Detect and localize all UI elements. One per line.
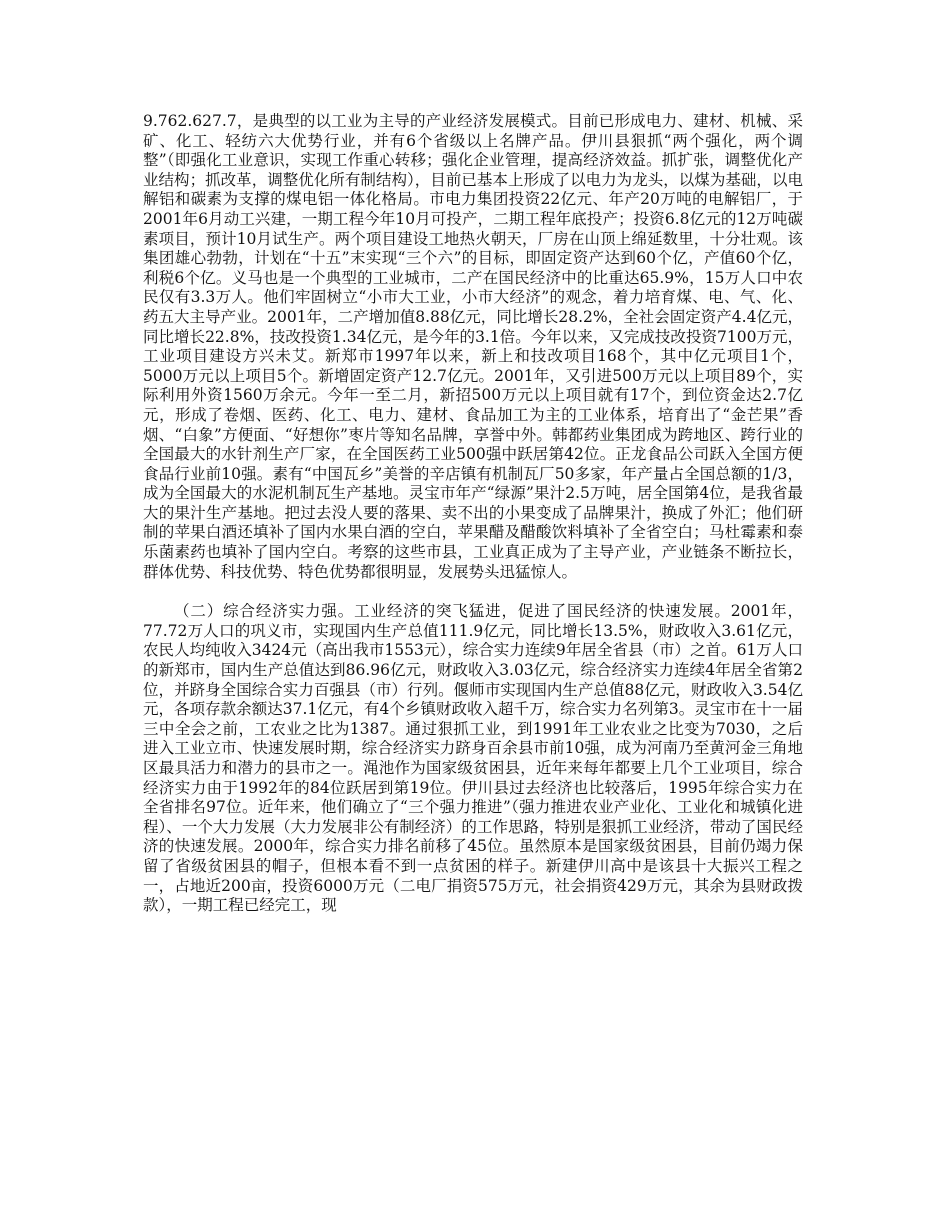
body-paragraph: 9.762.627.7，是典型的以工业为主导的产业经济发展模式。目前已形成电力、建材、机械、采矿、化工、轻纺六大优势行业，并有6个省级以上名牌产品。伊川县狠抓“两个强化，两个调整”（即强化工业意识，实现工作重心转移；强化企业管理，提高经济效益。抓扩张，调整优化产业结构；抓改革，调整优化所有制结构），目前已基本上形成了以电力为龙头，以煤为基础，以电解铝和碳素为支撑的煤电铝一体化格局。市电力集团投资22亿元、年产20万吨的电解铝厂，于2001年6月动工兴建，一期工程今年10月可投产，二期工程年底投产；投资6.8亿元的12万吨碳素项目，预计10月试生产。两个项目建设工地热火朝天，厂房在山顶上绵延数里，十分壮观。该集团雄心勃勃，计划在“十五”末实现“三个六”的目标，即固定资产达到60个亿，产值60个亿，利税6个亿。义马也是一个典型的工业城市，二产在国民经济中的比重达65.9%，15万人口中农民仅有3.3万人。他们牢固树立“小市大工业，小市大经济”的观念，着力培育煤、电、气、化、药五大主导产业。2001年，二产增加值8.88亿元，同比增长28.2%，全社会固定资产4.4亿元，同比增长22.8%，技改投资1.34亿元，是今年的3.1倍。今年以来，又完成技改投资7100万元，工业项目建设方兴未艾。新郑市1997年以来，新上和技改项目168个，其中亿元项目1个，5000万元以上项目5个。新增固定资产12.7亿元。2001年，又引进500万元以上项目89个，实际利用外资1560万余元。今年一至二月，新招500万元以上项目就有17个，到位资金达2.7亿元，形成了卷烟、医药、化工、电力、建材、食品加工为主的工业体系，培育出了“金芒果”香烟、“白象”方便面、“好想你”枣片等知名品牌，享誉中外。韩都药业集团成为跨地区、跨行业的全国最大的水针剂生产厂家，在全国医药工业500强中跃居第42位。正龙食品公司跃入全国方便食品行业前10强。素有“中国瓦乡”美誉的辛店镇有机制瓦厂50多家，年产量占全国总额的1/3，成为全国最大的水泥机制瓦生产基地。灵宝市年产“绿源”果汁2.5万吨，居全国第4位，是我省最大的果汁生产基地。把过去没人要的落果、卖不出的小果变成了品牌果汁，换成了外汇；他们研制的苹果白酒还填补了国内水果白酒的空白，苹果醋及醋酸饮料填补了全省空白；马杜霉素和泰乐菌素药也填补了国内空白。考察的这些市县，工业真正成为了主导产业，产业链条不断拉长，群体优势、科技优势、特色优势都很明显，发展势头迅猛惊人。	[143, 112, 803, 581]
body-paragraph: （二）综合经济实力强。工业经济的突飞猛进，促进了国民经济的快速发展。2001年，77.72万人口的巩义市，实现国内生产总值111.9亿元，同比增长13.5%，财政收入3.61亿元，农民人均纯收入3424元（高出我市1553元），综合实力连续9年居全省县（市）之首。61万人口的新郑市，国内生产总值达到86.96亿元，财政收入3.03亿元，综合经济实力连续4年居全省第2位，并跻身全国综合实力百强县（市）行列。偃师市实现国内生产总值88亿元，财政收入3.54亿元，各项存款余额达37.1亿元，有4个乡镇财政收入超千万，综合实力名列第3。灵宝市在十一届三中全会之前，工农业之比为1387。通过狠抓工业，到1991年工业农业之比变为7030，之后进入工业立市、快速发展时期，综合经济实力跻身百余县市前10强，成为河南乃至黄河金三角地区最具活力和潜力的县市之一。渑池作为国家级贫困县，近年来每年都要上几个工业项目，综合经济实力由于1992年的84位跃居到第19位。伊川县过去经济也比较落后，1995年综合实力在全省排名97位。近年来，他们确立了“三个强力推进”（强力推进农业产业化、工业化和城镇化进程）、一个大力发展（大力发展非公有制经济）的工作思路，特别是狠抓工业经济，带动了国民经济的快速发展。2000年，综合实力排名前移了45位。虽然原本是国家级贫困县，目前仍竭力保留了省级贫困县的帽子，但根本看不到一点贫困的样子。新建伊川高中是该县十大振兴工程之一，占地近200亩，投资6000万元（二电厂捐资575万元，社会捐资429万元，其余为县财政拨款），一期工程已经完工，现	[143, 602, 803, 915]
document-page	[143, 112, 803, 916]
